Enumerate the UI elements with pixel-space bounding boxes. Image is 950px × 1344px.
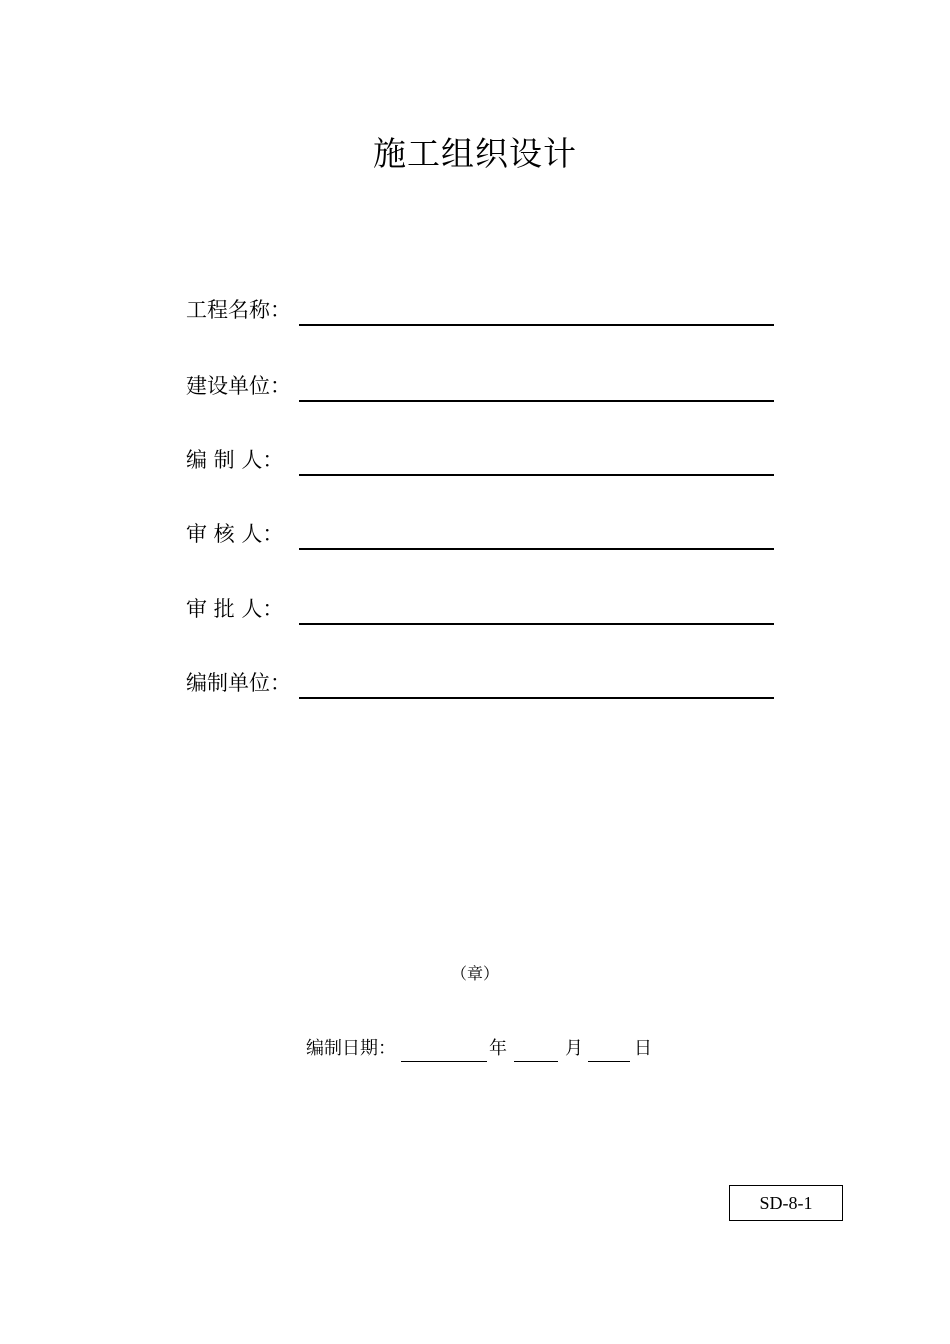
field-label: 工程名称：: [186, 298, 291, 322]
field-label: 审 核 人：: [186, 522, 284, 546]
field-label: 审 批 人：: [186, 597, 284, 621]
field-project-name: [186, 292, 774, 326]
date-year-blank: [401, 1061, 487, 1062]
field-label: 建设单位：: [186, 374, 291, 398]
date-label: 编制日期：: [306, 1038, 396, 1059]
field-blank-line: [299, 548, 774, 550]
form-code-box: [729, 1185, 843, 1221]
field-compiling-unit: [186, 665, 774, 699]
field-reviewer: [186, 516, 774, 550]
date-day-unit: 日: [634, 1038, 652, 1059]
field-label: 编制单位：: [186, 671, 291, 695]
field-label: 编 制 人：: [186, 448, 284, 472]
date-year-unit: 年: [489, 1038, 507, 1059]
document-title: 施工组织设计: [373, 134, 577, 173]
field-blank-line: [299, 400, 774, 402]
form-code: SD-8-1: [759, 1192, 813, 1213]
field-blank-line: [299, 697, 774, 699]
date-day-blank: [588, 1061, 630, 1062]
field-construction-unit: [186, 368, 774, 402]
field-blank-line: [299, 324, 774, 326]
date-month-blank: [514, 1061, 558, 1062]
field-compiler: [186, 442, 774, 476]
date-month-unit: 月: [565, 1038, 583, 1059]
field-blank-line: [299, 623, 774, 625]
field-approver: [186, 591, 774, 625]
seal-label: （章）: [450, 964, 499, 983]
field-blank-line: [299, 474, 774, 476]
